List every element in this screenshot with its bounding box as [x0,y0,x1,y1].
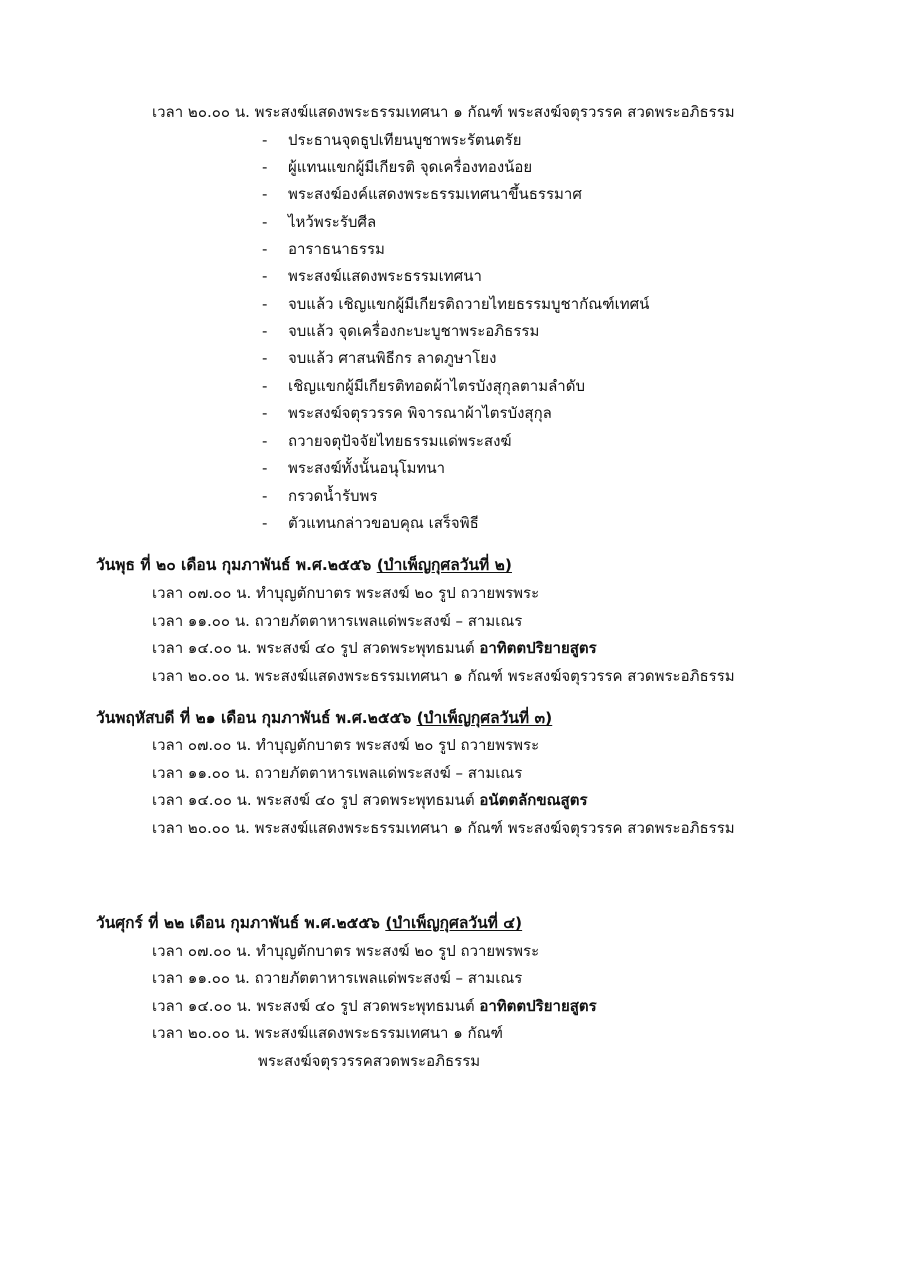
list-bullet: - [262,404,268,422]
list-item: ผู้แทนแขกผู้มีเกียรติ จุดเครื่องทองน้อย [288,158,533,176]
schedule-line: เวลา ๐๗.๐๐ น. ทำบุญตักบาตร พระสงฆ์ ๒๐ รูป ถวายพรพระ [152,942,540,960]
schedule-line: เวลา ๑๑.๐๐ น. ถวายภัตตาหารเพลแด่พระสงฆ์ – สามเณร [152,969,523,987]
day-heading [96,913,522,933]
list-item: ตัวแทนกล่าวขอบคุณ เสร็จพิธี [288,514,479,532]
list-bullet: - [262,240,268,258]
schedule-line [152,638,597,658]
list-bullet: - [262,185,268,203]
list-item: ถวายจตุปัจจัยไทยธรรมแด่พระสงฆ์ [288,432,512,450]
list-bullet: - [262,213,268,231]
list-bullet: - [262,295,268,313]
schedule-line [152,996,597,1016]
list-bullet: - [262,377,268,395]
list-bullet: - [262,487,268,505]
schedule-line-text: เวลา ๑๔.๐๐ น. พระสงฆ์ ๔๐ รูป สวดพระพุทธมนต์ [152,639,480,657]
schedule-line-continuation: พระสงฆ์จตุรวรรคสวดพระอภิธรรม [258,1052,481,1070]
schedule-line-text: เวลา ๑๔.๐๐ น. พระสงฆ์ ๔๐ รูป สวดพระพุทธมนต์ [152,997,480,1015]
list-item: ไหว้พระรับศีล [288,213,377,231]
list-bullet: - [262,267,268,285]
list-item: พระสงฆ์องค์แสดงพระธรรมเทศนาขึ้นธรรมาศ [288,185,582,203]
list-item: จบแล้ว จุดเครื่องกะบะบูชาพระอภิธรรม [288,322,540,340]
schedule-line: เวลา ๒๐.๐๐ น. พระสงฆ์แสดงพระธรรมเทศนา ๑ กัณฑ์ [152,1024,503,1042]
list-item: พระสงฆ์ทั้งนั้นอนุโมทนา [288,459,446,477]
intro-schedule-line: เวลา ๒๐.๐๐ น. พระสงฆ์แสดงพระธรรมเทศนา ๑ กัณฑ์ พระสงฆ์จตุรวรรค สวดพระอภิธรรม [152,103,735,121]
day-heading-text: วันพุธ ที่ ๒๐ เดือน กุมภาพันธ์ พ.ศ.๒๕๕๖ [96,556,372,574]
list-bullet: - [262,131,268,149]
merit-day-tag: (บำเพ็ญกุศลวันที่ ๒) [376,556,512,574]
list-item: ประธานจุดธูปเทียนบูชาพระรัตนตรัย [288,131,522,149]
list-item: จบแล้ว เชิญแขกผู้มีเกียรติถวายไทยธรรมบูชากัณฑ์เทศน์ [288,295,650,313]
list-item: จบแล้ว ศาสนพิธีกร ลาดภูษาโยง [288,349,497,367]
day-heading-text: วันศุกร์ ที่ ๒๒ เดือน กุมภาพันธ์ พ.ศ.๒๕๕๖ [96,914,380,932]
schedule-line: เวลา ๐๗.๐๐ น. ทำบุญตักบาตร พระสงฆ์ ๒๐ รูป ถวายพรพระ [152,736,540,754]
schedule-line: เวลา ๒๐.๐๐ น. พระสงฆ์แสดงพระธรรมเทศนา ๑ กัณฑ์ พระสงฆ์จตุรวรรค สวดพระอภิธรรม [152,667,735,685]
schedule-line: เวลา ๑๑.๐๐ น. ถวายภัตตาหารเพลแด่พระสงฆ์ – สามเณร [152,764,523,782]
schedule-line [152,790,588,810]
list-bullet: - [262,322,268,340]
list-bullet: - [262,514,268,532]
sutta-name: อาทิตตปริยายสูตร [479,997,597,1015]
list-item: เชิญแขกผู้มีเกียรติทอดผ้าไตรบังสุกุลตามลำดับ [288,377,585,395]
day-heading [96,555,512,575]
merit-day-tag: (บำเพ็ญกุศลวันที่ ๔) [385,914,523,932]
list-bullet: - [262,158,268,176]
list-item: พระสงฆ์จตุรวรรค พิจารณาผ้าไตรบังสุกุล [288,404,552,422]
schedule-line-text: เวลา ๑๔.๐๐ น. พระสงฆ์ ๔๐ รูป สวดพระพุทธมนต์ [152,791,480,809]
list-bullet: - [262,432,268,450]
list-bullet: - [262,349,268,367]
list-item: พระสงฆ์แสดงพระธรรมเทศนา [288,267,482,285]
schedule-line: เวลา ๑๑.๐๐ น. ถวายภัตตาหารเพลแด่พระสงฆ์ – สามเณร [152,612,523,630]
merit-day-tag: (บำเพ็ญกุศลวันที่ ๓) [416,709,553,727]
list-item: อาราธนาธรรม [288,240,385,258]
schedule-line: เวลา ๐๗.๐๐ น. ทำบุญตักบาตร พระสงฆ์ ๒๐ รูป ถวายพรพระ [152,584,540,602]
list-bullet: - [262,459,268,477]
sutta-name: อนัตตลักขณสูตร [479,791,588,809]
day-heading-text: วันพฤหัสบดี ที่ ๒๑ เดือน กุมภาพันธ์ พ.ศ.๒๕๕๖ [96,709,412,727]
schedule-line: เวลา ๒๐.๐๐ น. พระสงฆ์แสดงพระธรรมเทศนา ๑ กัณฑ์ พระสงฆ์จตุรวรรค สวดพระอภิธรรม [152,819,735,837]
day-heading [96,708,552,728]
sutta-name: อาทิตตปริยายสูตร [479,639,597,657]
list-item: กรวดน้ำรับพร [288,487,378,505]
